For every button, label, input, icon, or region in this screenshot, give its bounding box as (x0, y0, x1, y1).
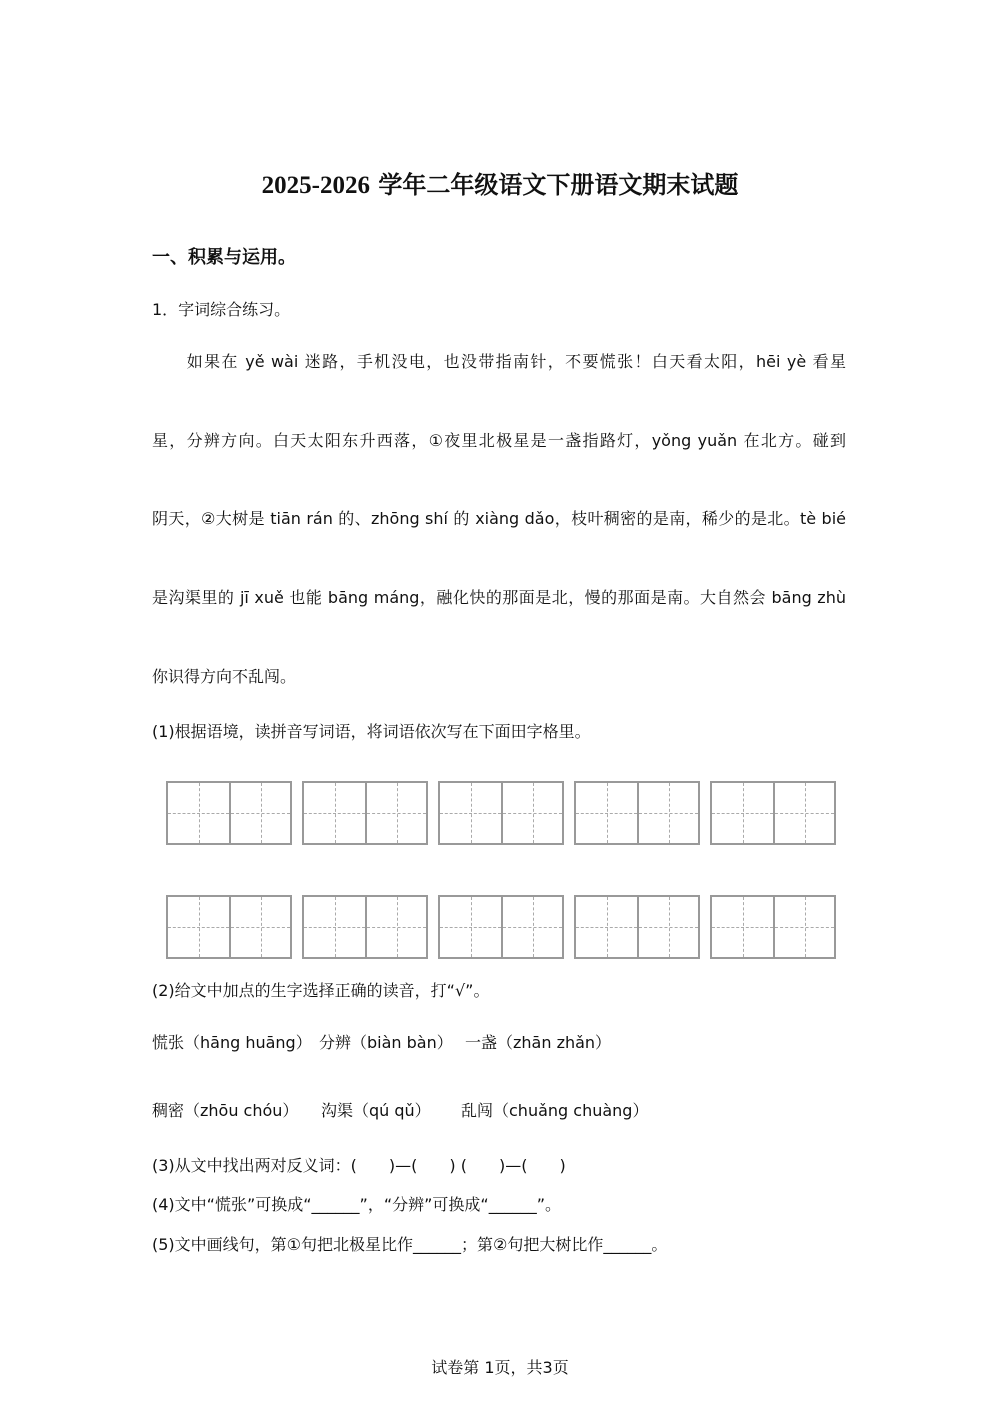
pinyin-option[interactable]: 一盏（zhān zhǎn） (465, 1033, 612, 1052)
tianzige-box[interactable] (710, 895, 836, 959)
sub-question-3[interactable]: (3)从文中找出两对反义词：( )—( ) ( )—( ) (152, 1156, 566, 1175)
sub-question-2: (2)给文中加点的生字选择正确的读音，打“√”。 (152, 981, 490, 1000)
tianzige-box[interactable] (438, 781, 564, 845)
tianzige-box[interactable] (574, 895, 700, 959)
tianzige-box[interactable] (166, 895, 292, 959)
tianzige-box[interactable] (438, 895, 564, 959)
pinyin-option[interactable]: 沟渠（qú qǔ） (321, 1101, 431, 1120)
pinyin-option[interactable]: 乱闯（chuǎng chuàng） (461, 1101, 649, 1120)
tianzige-box[interactable] (302, 781, 428, 845)
pinyin-option[interactable]: 分辨（biàn bàn） (319, 1033, 453, 1052)
page-title (0, 168, 1000, 203)
passage-line-1: 如果在 yě wài 迷路，手机没电，也没带指南针，不要慌张！白天看太阳，hēi yè 看星 (152, 352, 846, 371)
sub-question-1: (1)根据语境，读拼音写词语，将词语依次写在下面田字格里。 (152, 722, 591, 741)
tianzige-box[interactable] (574, 781, 700, 845)
title-year: 2025-2026 (261, 172, 370, 199)
question-1-title: 1．字词综合练习。 (152, 300, 291, 319)
section-heading: 一、积累与运用。 (152, 247, 296, 268)
pinyin-option[interactable]: 慌张（hāng huāng） (152, 1033, 312, 1052)
pinyin-option[interactable]: 稠密（zhōu chóu） (152, 1101, 299, 1120)
tianzige-box[interactable] (302, 895, 428, 959)
passage-line-5: 你识得方向不乱闯。 (152, 667, 297, 686)
page-footer: 试卷第 1页，共3页 (431, 1358, 569, 1377)
sub-question-4[interactable]: (4)文中“慌张”可换成“______”，“分辨”可换成“______”。 (152, 1195, 561, 1214)
passage-line-2: 星，分辨方向。白天太阳东升西落，①夜里北极星是一盏指路灯，yǒng yuǎn 在北方。碰到 (152, 431, 846, 450)
tianzige-box[interactable] (166, 781, 292, 845)
title-text: 学年二年级语文下册语文期末试题 (378, 171, 739, 199)
passage-line-4: 是沟渠里的 jī xuě 也能 bāng máng，融化快的那面是北，慢的那面是南。大自然会 bāng zhù (152, 588, 846, 607)
sub-question-5[interactable]: (5)文中画线句，第①句把北极星比作______；第②句把大树比作______。 (152, 1235, 668, 1254)
passage-line-3: 阴天，②大树是 tiān rán 的、zhōng shí 的 xiàng dǎo，枝叶稠密的是南，稀少的是北。tè bié (152, 509, 846, 528)
tianzige-box[interactable] (710, 781, 836, 845)
